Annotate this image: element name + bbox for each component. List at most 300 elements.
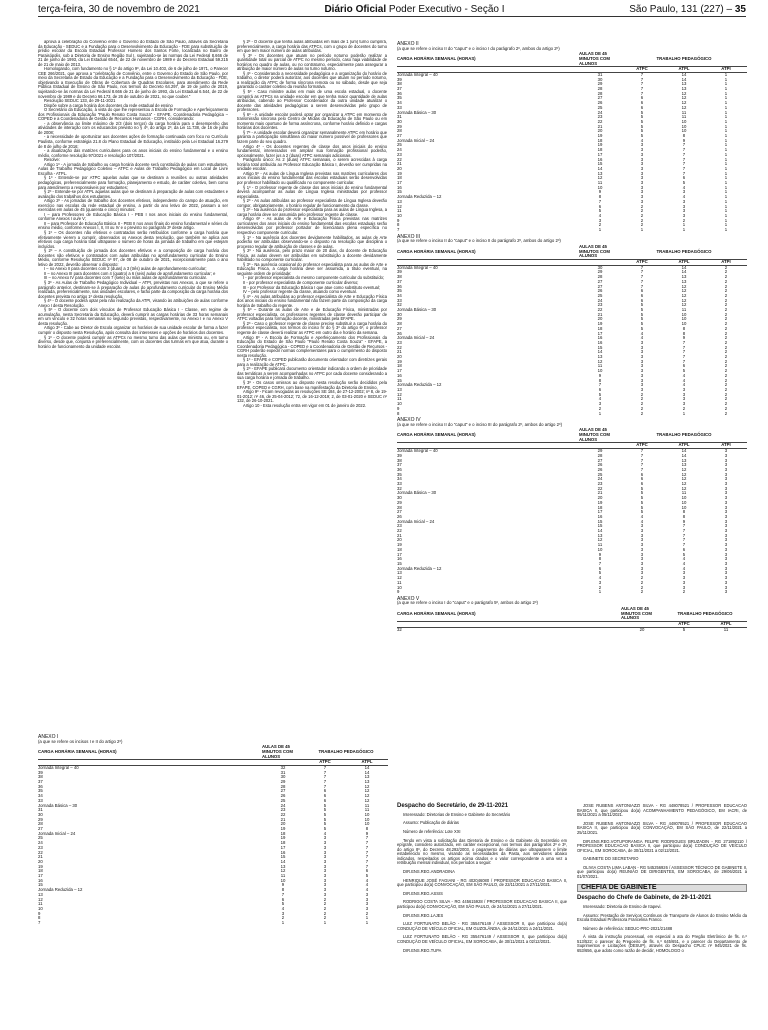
- table-cell: 2: [640, 410, 644, 416]
- table-cell: 17: [597, 509, 603, 515]
- table-cell: 37: [397, 462, 402, 468]
- table-cell: 14: [681, 269, 687, 275]
- table-cell: 6: [640, 288, 644, 294]
- table-cell: 1: [724, 165, 728, 171]
- table-cell: 3: [640, 570, 644, 576]
- table-cell: 6: [323, 793, 327, 799]
- table-cell: 3: [724, 471, 728, 477]
- header-date: terça-feira, 30 de novembro de 2021: [38, 3, 200, 15]
- table-cell: 32: [397, 302, 402, 308]
- table-cell: 3: [724, 476, 728, 482]
- paragraph: Artigo 5º - As aulas de Língua Inglesa previstas nas matrizes curriculares dos anos iniciais do ensino fundamental das escolas estaduais serão desenvolvidas por professor habilitado ou qualificado no componente curricular.: [237, 170, 387, 185]
- paragraph: § 1º - O professor regente de classe dos anos iniciais do ensino fundamental deverá acompanhar as aulas de Língua Inglesa ministradas por professor especialista.: [237, 184, 387, 199]
- table-cell: 21: [597, 311, 603, 317]
- table-cell: 6: [640, 100, 644, 106]
- table-cell: 3: [365, 901, 369, 907]
- table-cell: 3: [640, 147, 644, 153]
- table-header-cell: AULAS DE 45 MINUTOS COM ALUNOS: [579, 52, 621, 67]
- table-cell: 3: [640, 180, 644, 186]
- table-cell: 3: [640, 368, 644, 374]
- paragraph: Resolução SEDUC 133, de 29-11-2021: [44, 98, 116, 104]
- table-cell: 7: [365, 849, 369, 855]
- table-cell: 5: [640, 118, 644, 124]
- table-cell: 4: [682, 556, 686, 562]
- table-cell: 2: [724, 264, 728, 270]
- paragraph: § 2º - Na ausência, pelo prazo maior de 20 dias, do docente de Educação Física, as aulas devem ser atribuídas em substituição a docente devidamente habilitado no componente curricular.: [237, 248, 387, 263]
- table-cell: 20: [397, 165, 402, 171]
- table-cell: 7: [682, 528, 686, 534]
- table-cell: 3: [640, 170, 644, 176]
- table-cell: 15: [38, 882, 43, 888]
- table-cell: 6: [281, 896, 285, 902]
- table-cell: 36: [397, 283, 402, 289]
- table-cell: 5: [640, 321, 644, 327]
- table-cell: 25: [280, 797, 286, 803]
- table-cell: 4: [598, 213, 602, 218]
- table-cell: 7: [682, 142, 686, 148]
- table-cell: 15: [597, 518, 603, 524]
- paragraph: Homologando, com fundamento no § 1º do artigo 9º, da Lei 10.403, de 6 de julho de 1971, o Parecer CEE 266/2021, que aprova a "celebração de Convênio, entre o Governo do Estado de São Paulo, por meio da Secretaria de Estado da Educação e a Fundação para o Desenvolvimento da Educação - FDE, objetivando a Execução de Obras de Cobertura de Quadras Escolares, para atendimento da Rede Pública Estadual de Ensino de São Paulo, nos termos do Decreto 64.297, de 19 de junho de 2019, sujeitando-se às normas da Lei Federal 8.666 de 21 de junho de 1993, da Lei Estadual 6.544, de 22 de novembro de 1989 e do Decreto 66.173, de 26 de outubro de 2021, no que couber.": [38, 66, 228, 99]
- table-cell: 4: [640, 335, 644, 341]
- table-cell: 3: [724, 537, 728, 543]
- page-number: 35: [734, 3, 746, 15]
- table-cell: 2: [598, 405, 602, 411]
- paragraph: § 1º - Entende-se por ATPC aquelas aulas que se destinam a reuniões ou outras atividades pedagógicas, preferencialmente para formação, planejamento e estudo, de caráter coletivo, bem como para atendimento a responsáveis por estudantes;: [38, 175, 228, 190]
- table-cell: 35: [397, 288, 402, 294]
- table-cell: 2: [724, 349, 728, 355]
- table-cell: 1: [724, 194, 728, 200]
- table-cell: 12: [681, 283, 687, 289]
- table-cell: 1: [724, 133, 728, 139]
- table-cell: 10: [681, 128, 687, 134]
- table-cell: 13: [364, 774, 370, 780]
- table-cell: 7: [640, 462, 644, 468]
- table-cell: 33: [397, 104, 402, 110]
- table-cell: 16: [280, 849, 286, 855]
- table-subheader-cell: ATPL: [663, 443, 705, 449]
- table-cell: 4: [323, 830, 327, 836]
- annex-table: [397, 428, 747, 595]
- table-cell: 4: [682, 382, 686, 388]
- table-cell: 4: [682, 194, 686, 200]
- paragraph: § 2º - EFAPE publicará documento orientador indicando a ordem de prioridade das temáticas a serem acompanhadas no ATPC por cada docente considerando a sua carga horária e jornada de trabalho.: [237, 366, 387, 381]
- table-cell: 21: [38, 854, 43, 860]
- table-cell: 7: [598, 198, 602, 204]
- table-cell: Jornada Reduzida – 12: [397, 382, 442, 388]
- paragraph: § 2º – A constituição de jornada dos docentes efetivos e a composição de carga horária dos docentes não efetivos e contratados com aulas atribuídas no aprofundamento curricular do Ensino Médio, conforme Resolução SEDUC nº 97, de 08 de outubro de 2021, excepcionalmente para o ano letivo de 2022, deverão observar o disposto:: [38, 248, 228, 267]
- table-cell: 17: [397, 180, 402, 186]
- annex-table: [38, 745, 388, 926]
- table-cell: 3: [682, 203, 686, 209]
- table-cell: 5: [640, 316, 644, 322]
- table-cell: 22: [597, 118, 603, 124]
- table-cell: 3: [640, 387, 644, 392]
- table-cell: 13: [397, 570, 402, 576]
- table-row: [397, 412, 747, 417]
- table-subheader-cell: ATPL: [663, 67, 705, 73]
- table-cell: 5: [682, 368, 686, 374]
- table-cell: 3: [640, 161, 644, 167]
- table-cell: 3: [640, 189, 644, 195]
- table-cell: Jornada Inicial – 24: [397, 518, 435, 524]
- table-cell: 5: [323, 826, 327, 832]
- table-cell: 14: [681, 71, 687, 77]
- table-cell: 1: [724, 81, 728, 87]
- table-cell: 14: [681, 76, 687, 82]
- table-cell: 20: [639, 626, 645, 632]
- table-cell: 7: [598, 561, 602, 566]
- table-cell: 27: [397, 133, 402, 139]
- table-cell: 15: [397, 377, 402, 383]
- annex-subtitle: (a que se refere os incisos I e II do artigo 2º): [38, 738, 123, 744]
- table-cell: 7: [640, 264, 644, 270]
- table-cell: 14: [364, 769, 370, 775]
- table-cell: 8: [598, 556, 602, 562]
- table-cell: 13: [681, 457, 687, 463]
- table-cell: 7: [323, 769, 327, 775]
- table-cell: 27: [38, 826, 43, 832]
- table-cell: 7: [365, 858, 369, 864]
- table-cell: 7: [682, 542, 686, 548]
- table-cell: 10: [397, 584, 402, 590]
- table-cell: 5: [640, 123, 644, 129]
- table-cell: 12: [681, 95, 687, 101]
- table-cell: 3: [724, 457, 728, 463]
- table-cell: 3: [640, 142, 644, 148]
- paragraph: § 5º - O docente com dois vínculos de Professor Educação Básica I - Classe, em regime de acumulação, nesta Secretaria da Educação, deverá cumprir as cargas horárias de 33 horas semanais em um vínculo e 32 horas semanais no segundo previstas, respectivamente, no Anexo I e no Anexo V desta resolução.: [38, 307, 228, 326]
- table-cell: 24: [597, 476, 603, 482]
- table-cell: 38: [38, 774, 43, 780]
- table-cell: 12: [681, 104, 687, 110]
- table-cell: 2: [640, 401, 644, 407]
- table-cell: 4: [682, 184, 686, 190]
- table-cell: 2: [598, 222, 602, 228]
- despacho-chefe-title: Despacho do Chefe de Gabinete, de 29-11-2021: [577, 895, 712, 902]
- table-cell: 7: [682, 170, 686, 176]
- table-row: [397, 228, 747, 233]
- table-cell: 2: [682, 589, 686, 595]
- header-publication: [324, 4, 504, 15]
- table-cell: 5: [323, 802, 327, 808]
- table-cell: 8: [682, 325, 686, 331]
- table-cell: 1: [724, 227, 728, 233]
- table-cell: 30: [397, 118, 402, 124]
- table-cell: 9: [397, 589, 400, 595]
- table-cell: 3: [724, 528, 728, 534]
- table-cell: 1: [724, 147, 728, 153]
- table-cell: 3: [724, 584, 728, 590]
- table-cell: 3: [323, 873, 327, 879]
- table-cell: 2: [724, 339, 728, 345]
- table-cell: 31: [280, 769, 286, 775]
- table-cell: 25: [38, 835, 43, 841]
- table-cell: 3: [323, 877, 327, 883]
- table-cell: 22: [38, 849, 43, 855]
- table-cell: 12: [364, 797, 370, 803]
- table-cell: 1: [724, 76, 728, 82]
- table-cell: 2: [724, 321, 728, 327]
- table-cell: 5: [640, 133, 644, 139]
- table-cell: 7: [281, 891, 285, 897]
- table-cell: 29: [397, 316, 402, 322]
- table-cell: 5: [640, 325, 644, 331]
- table-cell: 2: [724, 396, 728, 402]
- paragraph: OLIVIA COSTA LIMA LABAN - RG 545256926 / ASSESSOR TÉCNICO DE GABINETE II, que participou do(a) REUNIÃO DE DIRIGENTES, EM SOROCABA, de 29/06/2021 a 01/07/2021.: [577, 864, 747, 880]
- table-cell: 5: [598, 391, 602, 397]
- table-cell: Jornada Integral – 40: [397, 448, 438, 454]
- table-cell: 1: [598, 227, 602, 233]
- table-cell: 20: [280, 821, 286, 827]
- table-cell: 5: [640, 490, 644, 496]
- table-subheader-cell: ATPL: [346, 760, 388, 766]
- table-cell: Jornada Reduzida – 12: [397, 194, 442, 200]
- table-cell: 3: [323, 868, 327, 874]
- table-cell: 11: [397, 208, 402, 214]
- table-cell: 1: [724, 184, 728, 190]
- table-cell: 7: [682, 523, 686, 529]
- table-subheader-cell: ATPC: [621, 67, 663, 73]
- annex-subtitle: (a que se refere o inciso I do "caput" e o parágrafo 5º, ambos do artigo 2º): [397, 600, 538, 606]
- table-cell: 1: [724, 109, 728, 115]
- table-cell: 3: [323, 840, 327, 846]
- table-cell: 28: [597, 274, 603, 280]
- table-cell: 5: [640, 128, 644, 134]
- table-cell: 7: [682, 165, 686, 171]
- paragraph: DIR.ENS.REG.LAJES: [403, 912, 444, 918]
- table-cell: 3: [323, 863, 327, 869]
- table-cell: 1: [724, 95, 728, 101]
- table-cell: 7: [365, 854, 369, 860]
- table-cell: 3: [724, 466, 728, 472]
- table-cell: 20: [38, 858, 43, 864]
- table-cell: 1: [724, 100, 728, 106]
- table-cell: 3: [640, 184, 644, 190]
- table-cell: 37: [38, 779, 43, 785]
- table-cell: 8: [682, 133, 686, 139]
- table-cell: 1: [724, 175, 728, 181]
- table-cell: 1: [365, 915, 369, 921]
- table-cell: 2: [323, 906, 327, 911]
- table-cell: 3: [281, 910, 285, 916]
- table-cell: 13: [681, 86, 687, 92]
- table-cell: 3: [724, 452, 728, 458]
- table-cell: 1: [724, 104, 728, 110]
- table-cell: 36: [38, 783, 43, 789]
- table-cell: 29: [397, 499, 402, 505]
- table-cell: 11: [364, 802, 370, 808]
- table-cell: 4: [598, 396, 602, 402]
- table-cell: 3: [640, 523, 644, 529]
- table-cell: 22: [280, 811, 286, 817]
- table-cell: 3: [640, 339, 644, 345]
- paragraph: Artigo 9º - Ficam revogadas as resoluções SE 184, de 27-12-2002; nº 8, de 19-01-2012; nº 46, de 25-04-2012; 72, de 16-12-2019; 2, de 03-01-2020 e SEDUC nº 132, de 26-10-2021.: [237, 389, 387, 404]
- table-cell: 2: [323, 896, 327, 902]
- table-cell: 6: [323, 797, 327, 803]
- table-subheader-cell: ATPC: [621, 443, 663, 449]
- table-cell: 6: [640, 95, 644, 101]
- paragraph: § 4º - Considerando a necessidade pedagógica e a organização do horário de trabalho, o diretor poderá autorizar, aos docentes que atuam no período noturno, a realização da ATPC de forma síncrona remota ou no sábado, desde que seja garantido o caráter coletivo da reunião formativa.: [237, 70, 387, 90]
- table-subheader-cell: ATPC: [621, 260, 663, 266]
- table-cell: 2: [724, 363, 728, 369]
- table-cell: 22: [397, 156, 402, 162]
- table-cell: 3: [724, 551, 728, 557]
- paragraph: § 3º - Os casos omissos ao disposto nesta resolução serão decididos pela EFAPE, COPED e CGRH, com base na manifestação da Diretoria de Ensino.: [237, 380, 387, 390]
- table-cell: 3: [724, 542, 728, 548]
- paragraph: DIR.ENS.REG.ANDRADINA: [403, 868, 455, 874]
- table-cell: 38: [397, 274, 402, 280]
- table-cell: 2: [640, 405, 644, 411]
- table-cell: 11: [681, 114, 687, 120]
- table-cell: 3: [640, 175, 644, 181]
- table-cell: 2: [724, 354, 728, 360]
- table-cell: 10: [597, 546, 603, 552]
- table-cell: 19: [597, 321, 603, 327]
- table-cell: 7: [323, 783, 327, 789]
- table-cell: 3: [724, 509, 728, 515]
- table-cell: 3: [640, 198, 644, 204]
- table-cell: 3: [640, 363, 644, 369]
- table-cell: 3: [682, 387, 686, 392]
- table-cell: 10: [364, 821, 370, 827]
- table-cell: 1: [640, 227, 644, 233]
- table-subheader-cell: ATPC: [663, 622, 705, 628]
- paragraph: § 1º - O docente poderá cumprir as ATPCs no mesmo turno das aulas que ministra ou, em turno diverso, desde que, conjunta e preferencialmente, com os docentes das turmas em que atua, durante o horário de funcionamento da unidade escolar.: [38, 334, 228, 349]
- table-cell: 24: [280, 802, 286, 808]
- paragraph: III - por Professor da Educação Básica I que atue como substituto eventual;: [243, 284, 380, 290]
- table-cell: 8: [598, 194, 602, 200]
- table-cell: 3: [365, 896, 369, 902]
- table-cell: 3: [682, 189, 686, 195]
- table-cell: 5: [598, 570, 602, 576]
- table-subheader-cell: ATPI: [705, 260, 747, 266]
- table-cell: 14: [597, 349, 603, 355]
- table-cell: 5: [640, 311, 644, 317]
- table-cell: 3: [640, 542, 644, 548]
- annex-v: [397, 597, 747, 633]
- table-cell: 2: [724, 382, 728, 388]
- table-cell: 9: [598, 372, 602, 378]
- paragraph: LUIZ FORTUNATO BELÃO - RG 355476149 / ASSESSOR II, que participou do(a) CONDUÇÃO DE VEÍCULO OFICIAL, EM GUZOLÂNDIA, de 24/11/2021 a 24/11/2021.: [397, 921, 567, 931]
- table-cell: 2: [724, 283, 728, 289]
- table-cell: 4: [365, 877, 369, 883]
- table-cell: 6: [598, 387, 602, 392]
- table-cell: 3: [682, 579, 686, 585]
- table-cell: 6: [640, 104, 644, 110]
- table-cell: 7: [640, 81, 644, 87]
- table-cell: 14: [597, 165, 603, 171]
- paragraph: Artigo 10 - Esta resolução entra em vigor em 01 de janeiro de 2022.: [243, 402, 367, 408]
- chefia-heading: CHEFIA DE GABINETE: [577, 884, 747, 893]
- publication-section: Poder Executivo - Seção I: [386, 3, 505, 15]
- table-cell: 6: [365, 868, 369, 874]
- table-cell: 2: [724, 307, 728, 313]
- table-cell: 23: [597, 114, 603, 120]
- table-cell: 1: [724, 203, 728, 209]
- table-cell: 3: [640, 372, 644, 378]
- table-cell: 24: [397, 147, 402, 153]
- table-cell: 3: [640, 358, 644, 364]
- despacho-title: Despacho do Secretário, de 29-11-2021: [397, 803, 509, 809]
- table-subheader-cell: ATPI: [705, 67, 747, 73]
- table-cell: 7: [640, 71, 644, 77]
- table-cell: 1: [724, 90, 728, 96]
- table-cell: 4: [640, 330, 644, 336]
- table-cell: 3: [365, 891, 369, 897]
- paragraph: Dispõe sobre a carga horária dos docentes da rede estadual de ensino: [44, 102, 173, 108]
- table-cell: 1: [598, 589, 602, 595]
- table-cell: 10: [681, 316, 687, 322]
- table-cell: 7: [640, 76, 644, 82]
- paragraph: § 3º - Os docentes que atuam no período noturno poderão realizar a quantidade total ou parcial de ATPC no mesmo período, caso haja viabilidade de horários no quadro de aulas, ou no contraturno, especialmente para assegurar a atribuição de maior número de aulas no turno noturno.: [237, 52, 387, 72]
- table-cell: 12: [681, 100, 687, 106]
- table-cell: 12: [681, 302, 687, 308]
- table-cell: 7: [682, 147, 686, 153]
- table-cell: 23: [397, 151, 402, 157]
- table-cell: 7: [682, 339, 686, 345]
- table-cell: 2: [724, 368, 728, 374]
- table-cell: 12: [681, 90, 687, 96]
- table-cell: 3: [640, 551, 644, 557]
- table-cell: 2: [724, 288, 728, 294]
- paragraph: Tendo em vista a solicitação das Diretoria de Ensino e do Gabinete do Secretário em epígrafe, considero autorizado, em caráter excepcional, nos termos dos parágrafos 2º e 3º, do artigo 8º, do Decreto 48.292/2003, o pagamento de diárias que ultrapassem o limite estabelecido no mesmo, visando as necessidades da Pasta, aos servidores abaixo indicados, respeitados os artigos acima citados e o valor correspondente a uma vez a retribuição mensal individual, nos períodos a seguir:: [397, 837, 567, 866]
- table-cell: 3: [724, 518, 728, 524]
- table-cell: 2: [724, 316, 728, 322]
- table-cell: 27: [597, 283, 603, 289]
- table-cell: 9: [281, 882, 285, 888]
- table-cell: 2: [724, 372, 728, 378]
- table-cell: 20: [597, 128, 603, 134]
- table-cell: 5: [640, 499, 644, 505]
- table-cell: 28: [280, 783, 286, 789]
- table-cell: 4: [281, 906, 285, 911]
- paragraph: Artigo 1º - A jornada de trabalho ou carga horária docente será constituída de aulas com estudantes, Aulas de Trabalho Pedagógico Coletivo – ATPC e Aulas de Trabalho Pedagógico em Local de Livre Escolha - ATPL.: [38, 161, 228, 176]
- table-cell: 31: [397, 114, 402, 120]
- table-cell: 11: [681, 490, 687, 496]
- table-cell: 33: [397, 297, 402, 303]
- annex-i: [38, 735, 388, 926]
- table-cell: 11: [397, 579, 402, 585]
- table-cell: 19: [38, 863, 43, 869]
- table-cell: 9: [682, 137, 686, 143]
- table-cell: 6: [682, 546, 686, 552]
- table-cell: 3: [724, 579, 728, 585]
- table-cell: 30: [38, 811, 43, 817]
- table-cell: 23: [397, 339, 402, 345]
- table-cell: 2: [682, 405, 686, 411]
- table-cell: 31: [38, 807, 43, 813]
- table-cell: 7: [640, 269, 644, 275]
- table-cell: Jornada Inicial – 24: [38, 830, 76, 836]
- table-cell: 15: [397, 189, 402, 195]
- paragraph: § 4º - O docente poderá optar pela não realização da ATPI, visando às atribuições de aulas conforme Anexo I desta Resolução.: [38, 298, 228, 308]
- table-header-cell: TRABALHO PEDAGÓGICO: [621, 245, 747, 260]
- table-cell: 3: [598, 217, 602, 223]
- table-cell: 26: [280, 793, 286, 799]
- paragraph: § 2º - Entende-se por ATPL aquelas aulas que se destinam à preparação de aulas com estudantes e avaliação dos trabalhos dos estudantes.: [38, 189, 228, 199]
- table-cell: 27: [280, 788, 286, 794]
- table-cell: 2: [323, 901, 327, 907]
- table-cell: 25: [597, 104, 603, 110]
- table-cell: 3: [682, 391, 686, 397]
- table-subheader-cell: ATPC: [304, 760, 346, 766]
- table-cell: 2: [724, 330, 728, 336]
- table-cell: 4: [640, 513, 644, 519]
- table-cell: 8: [682, 509, 686, 515]
- table-cell: 1: [724, 137, 728, 143]
- table-cell: 6: [640, 292, 644, 298]
- table-cell: 7: [682, 344, 686, 350]
- paragraph: § 2º - O docente que tenha aulas atribuídas em mais de 1 (um) turno cumprirá, preferencialmente, a carga horária das ATPCs, com o grupo de docentes do turno em que tem maior número de aulas atribuídas.: [237, 40, 387, 54]
